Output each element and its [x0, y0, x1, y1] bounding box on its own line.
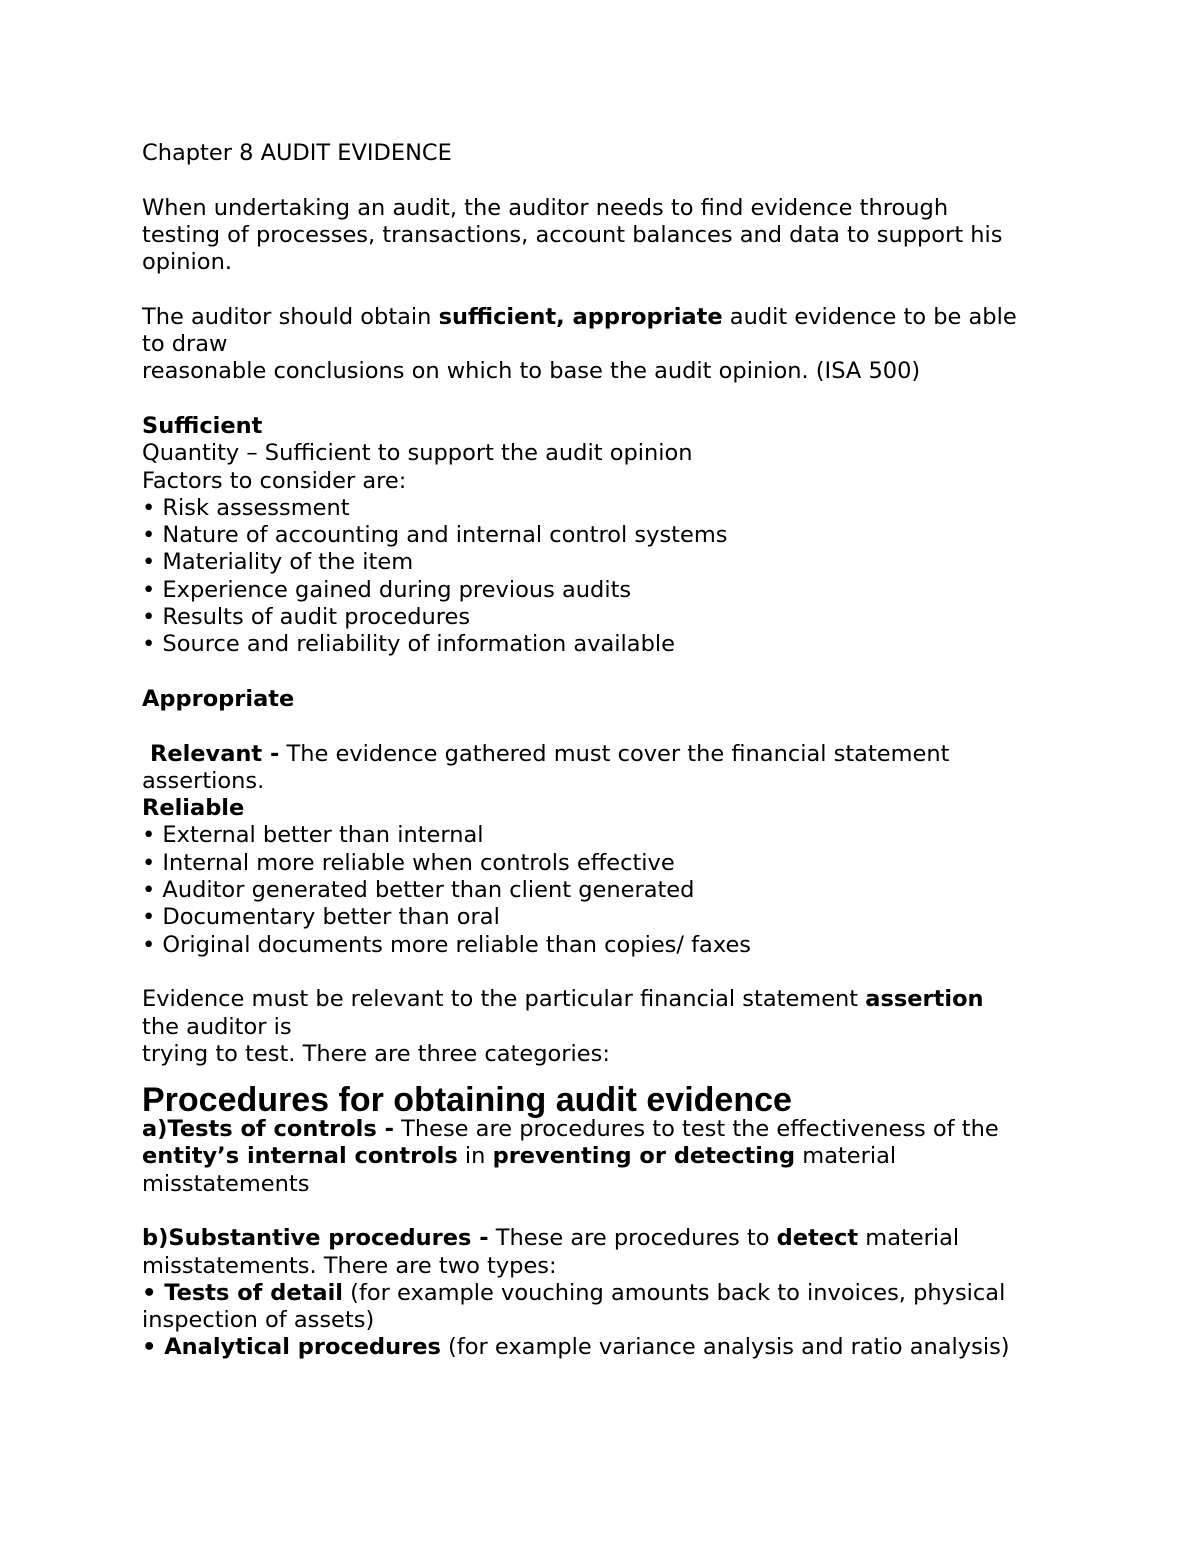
text-phrase: These are procedures to [488, 1225, 777, 1252]
list-item: • Original documents more reliable than copies/ faxes [142, 931, 752, 958]
spacer [142, 1198, 1072, 1225]
list-item: • Experience gained during previous audits [142, 576, 632, 603]
intro-line-2: testing of processes, transactions, account balances and data to support his [142, 221, 1003, 248]
bullet: • [142, 1334, 165, 1361]
procedures-heading: Procedures for obtaining audit evidence [142, 1081, 792, 1120]
quantity-line: Quantity – Sufficient to support the audit opinion [142, 440, 693, 467]
appropriate-heading-text: Appropriate [142, 685, 295, 712]
list-item: • Nature of accounting and internal control systems [142, 522, 728, 549]
analytical-label: Analytical procedures [164, 1334, 441, 1361]
relevant-text: The evidence gathered must cover the financial statement [279, 740, 950, 767]
isa-line-3: reasonable conclusions on which to base the audit opinion. (ISA 500) [142, 358, 921, 385]
list-item: • Risk assessment [142, 494, 350, 521]
bold-phrase: entity’s internal controls [142, 1143, 458, 1170]
analytical-line [142, 1334, 1072, 1361]
list-item: • Source and reliability of information available [142, 631, 675, 658]
relevant-line-1 [142, 741, 1072, 768]
assertion-line-3: trying to test. There are three categories: [142, 1040, 610, 1067]
tests-of-detail-text: (for example vouching amounts back to invoices, physical [343, 1279, 1006, 1306]
assertion-bold: assertion [865, 986, 984, 1013]
intro-line-3: opinion. [142, 249, 232, 276]
spacer [142, 713, 1072, 740]
bold-phrase: detect [776, 1225, 859, 1252]
reliable-heading-text: Reliable [142, 795, 245, 822]
spacer [142, 659, 1072, 686]
isa-text-end: audit evidence to be able [722, 303, 1017, 330]
isa-bold: sufficient, appropriate [438, 303, 723, 330]
assertion-line-2: the auditor is [142, 1013, 292, 1040]
isa-text: The auditor should obtain [142, 303, 439, 330]
list-item: • Documentary better than oral [142, 904, 500, 931]
tests-of-controls-label: a)Tests of controls - [142, 1116, 394, 1143]
sufficient-heading-text: Sufficient [142, 412, 263, 439]
tests-of-detail-label: Tests of detail [164, 1279, 344, 1306]
analytical-text: (for example variance analysis and ratio analysis) [440, 1334, 1010, 1361]
list-item: • Results of audit procedures [142, 604, 471, 631]
intro-line-1: When undertaking an audit, the auditor needs to find evidence through [142, 194, 949, 221]
list-item: • External better than internal [142, 822, 484, 849]
relevant-label: Relevant - [150, 740, 280, 767]
relevant-line-2: assertions. [142, 767, 265, 794]
assertion-text: Evidence must be relevant to the particular financial statement [142, 986, 866, 1013]
spacer [142, 167, 1072, 194]
tests-of-controls-text: These are procedures to test the effectiveness of the [393, 1116, 999, 1143]
list-item: • Materiality of the item [142, 549, 414, 576]
substantive-label: b)Substantive procedures - [142, 1225, 489, 1252]
substantive-line-2: misstatements. There are two types: [142, 1252, 557, 1279]
text-phrase: material [858, 1225, 960, 1252]
substantive-line-1 [142, 1225, 1072, 1252]
text-phrase: material [795, 1143, 897, 1170]
text-phrase: in [457, 1143, 493, 1170]
list-item: • Auditor generated better than client generated [142, 877, 695, 904]
bullet: • [142, 1279, 165, 1306]
appropriate-heading [142, 686, 1072, 713]
tests-of-controls-line-1 [142, 1116, 1072, 1143]
assertion-line-1 [142, 986, 1072, 1013]
list-item: • Internal more reliable when controls effective [142, 849, 675, 876]
spacer [142, 276, 1072, 303]
spacer [142, 959, 1072, 986]
chapter-title: Chapter 8 AUDIT EVIDENCE [142, 140, 452, 166]
sufficient-heading [142, 413, 1072, 440]
reliable-heading [142, 795, 1072, 822]
document-page [142, 140, 1072, 1362]
tests-of-detail-line-1 [142, 1280, 1072, 1307]
tests-of-detail-line-2: inspection of assets) [142, 1307, 375, 1334]
spacer [142, 386, 1072, 413]
factors-line: Factors to consider are: [142, 467, 407, 494]
isa-line-2: to draw [142, 331, 228, 358]
bold-phrase: preventing or detecting [492, 1143, 796, 1170]
tests-of-controls-line-3: misstatements [142, 1170, 310, 1197]
tests-of-controls-line-2 [142, 1143, 1072, 1170]
isa-line-1 [142, 304, 1072, 331]
